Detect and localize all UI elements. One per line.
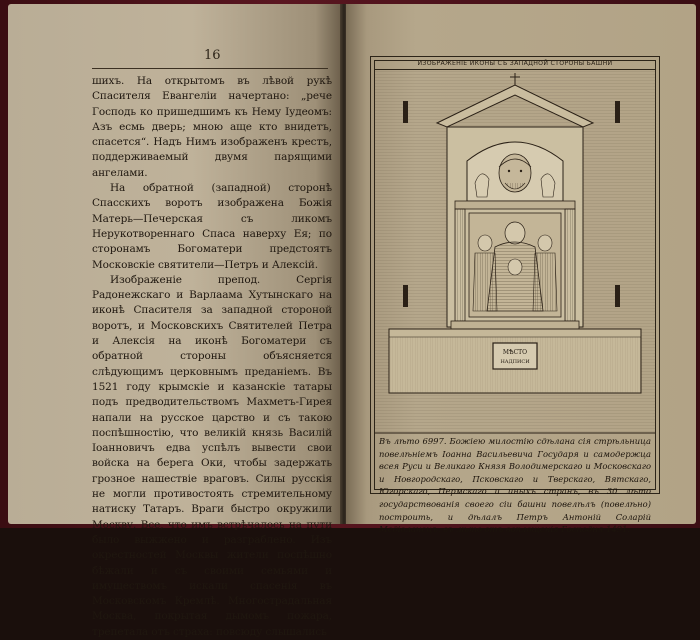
- wall-slit: [615, 101, 620, 123]
- paragraph: шихъ. На открытомъ въ лѣвой рукѣ Спасителя Евангеліи начертано: „рече Господь ко пришедшимъ къ Нему Іудеомъ: Азъ есмь дверь; мною аще кто внидетъ, спасется“. Надъ Нимъ изображенъ крестъ, поддерживаемый двумя парящими ангелами.: [92, 75, 332, 179]
- plaque-text-1: МѢСТО: [502, 349, 528, 356]
- header-rule: [92, 68, 328, 69]
- column-right: [565, 209, 575, 321]
- plate-title: ИЗОБРАЖЕНІЕ ИКОНЫ СЪ ЗАПАДНОЙ СТОРОНЫ БАШНИ: [417, 60, 613, 67]
- saint-left-head: [478, 235, 492, 251]
- saint-left: [473, 253, 497, 311]
- left-page: [8, 4, 342, 638]
- saint-right-head: [538, 235, 552, 251]
- engraved-plate: [370, 56, 660, 535]
- icon-engraving: [375, 71, 655, 433]
- plaque-text-2: НАДПИСИ: [500, 359, 530, 365]
- saint-right: [533, 253, 557, 311]
- wall-slit: [615, 285, 620, 307]
- inscription-plaque: [493, 343, 537, 369]
- body-text: [92, 74, 332, 640]
- wall-slit: [403, 101, 408, 123]
- column-left: [455, 209, 465, 321]
- paragraph: На обратной (западной) сторонѣ Спасскихъ воротъ изображена Божія Матерь—Печерская съ ликомъ Нерукотвореннаго Спаса наверху Ея; по сторонамъ Богоматери предстоятъ Московскіе святители—Петръ и Алексій.: [92, 182, 332, 271]
- paragraph: Изображеніе препод. Сергія Радонежскаго и Варлаама Хутынскаго на иконѣ Спасителя за западной стороной воротъ, и Московскихъ Святителей Петра и Алексія на иконѣ Богоматери съ обратной стороны объясняется слѣдующимъ церковнымъ преданіемъ. Въ 1521 году крымскіе и казанскіе татары подъ предводительствомъ Махметъ-Гирея напали на русское царство и съ такою поспѣшностію, что великій князь Василій Іоанновичъ едва успѣлъ вывести свои войска на берега Оки, чтобы задержать грозное нашествіе враговъ. Силы русскія не могли противостоять стремительному натиску Татаръ. Враги быстро окружили Москву. Все, что имъ встрѣчалось на пути было выжжено и разграблено. Изъ окрестностей Москвы жители поспѣшно бѣжали и съ своими семьями и имуществомъ искали спасенія въ Московскомъ Кремлѣ. Многострадальная Москва, покрытая дымомъ пожара, трепетала отъ страха: повсюду слышались: [92, 273, 332, 638]
- page-number: 16: [204, 48, 221, 63]
- plate-title-rule: [374, 69, 656, 70]
- plate-caption: Въ лѣто 6997. Божіею милостію сдѣлана сія стрѣльница повелѣніемъ Іоанна Васильевича Государя и самодержца всея Руси и Великаго Князя Володимерскаго и Московскаго и Новгородскаго, Псковскаго и Тверскаго, Вятскаго, Югорскаго, Пермскаго и иныхъ странъ, въ 30 лѣто государствованія своего сіи башни повелѣлъ (повелѣно) построить, и дѣлалъ Петръ Антоній Соларій Медіоланецъ, въ лѣто отъ воплощенія Господня 1491.: [379, 436, 651, 535]
- wall-slit: [403, 285, 408, 307]
